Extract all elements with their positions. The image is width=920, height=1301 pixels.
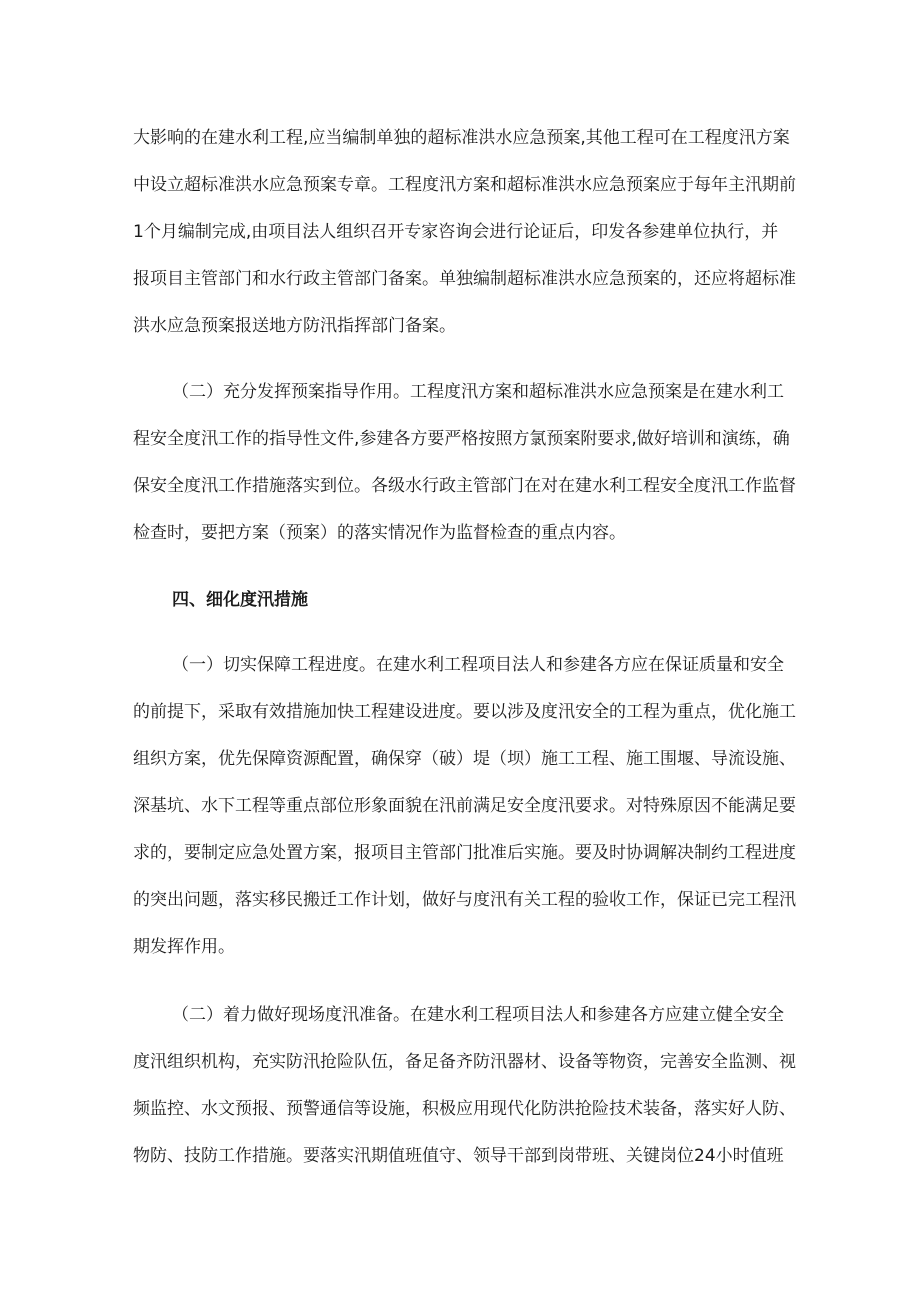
paragraph-3-line-6: 的突出问题，落实移民搬迁工作计划，做好与度汛有关工程的验收工作，保证已完工程汛 — [133, 890, 796, 910]
paragraph-1-line-3: 1个月编制完成,由项目法人组织召开专家咨询会进行论证后，印发各参建单位执行，并 — [133, 222, 779, 242]
paragraph-2-line-4: 检查时，要把方案（预案）的落实情况作为监督检查的重点内容。 — [133, 523, 626, 543]
paragraph-3-line-1: （一）切实保障工程进度。在建水利工程项目法人和参建各方应在保证质量和安全 — [172, 655, 784, 675]
section-heading: 四、细化度汛措施 — [172, 590, 308, 610]
paragraph-3-line-2: 的前提下，采取有效措施加快工程建设进度。要以涉及度汛安全的工程为重点，优化施工 — [133, 702, 796, 722]
paragraph-4-line-1: （二）着力做好现场度汛准备。在建水利工程项目法人和参建各方应建立健全安全 — [172, 1005, 784, 1025]
paragraph-3-line-5: 求的，要制定应急处置方案，报项目主管部门批准后实施。要及时协调解决制约工程进度 — [133, 843, 796, 863]
paragraph-3-line-3: 组织方案，优先保障资源配置，确保穿（破）堤（坝）施工工程、施工围堰、导流设施、 — [133, 749, 796, 769]
paragraph-3-line-4: 深基坑、水下工程等重点部位形象面貌在汛前满足安全度汛要求。对特殊原因不能满足要 — [133, 796, 796, 816]
paragraph-1-line-1: 大影响的在建水利工程,应当编制单独的超标准洪水应急预案,其他工程可在工程度汛方案 — [133, 128, 790, 148]
paragraph-1-line-5: 洪水应急预案报送地方防汛指挥部门备案。 — [133, 316, 456, 336]
paragraph-4-line-2: 度汛组织机构，充实防汛抢险队伍，备足备齐防汛器材、设备等物资，完善安全监测、视 — [133, 1052, 796, 1072]
paragraph-4-line-3: 频监控、水文预报、预警通信等设施，积极应用现代化防洪抢险技术装备，落实好人防、 — [133, 1099, 796, 1119]
paragraph-3-line-7: 期发挥作用。 — [133, 937, 235, 957]
paragraph-2-line-2: 程安全度汛工作的指导性文件,参建各方要严格按照方氯预案附要求,做好培训和演练，确 — [133, 429, 790, 449]
paragraph-2-line-3: 保安全度汛工作措施落实到位。各级水行政主管部门在对在建水利工程安全度汛工作监督 — [133, 476, 796, 496]
paragraph-4-line-4: 物防、技防工作措施。要落实汛期值班值守、领导干部到岗带班、关键岗位24小时值班 — [133, 1146, 784, 1166]
paragraph-1-line-2: 中设立超标准洪水应急预案专章。工程度汛方案和超标准洪水应急预案应于每年主汛期前 — [133, 175, 796, 195]
paragraph-1-line-4: 报项目主管部门和水行政主管部门备案。单独编制超标准洪水应急预案的，还应将超标准 — [133, 269, 796, 289]
paragraph-2-line-1: （二）充分发挥预案指导作用。工程度汛方案和超标准洪水应急预案是在建水利工 — [172, 382, 784, 402]
